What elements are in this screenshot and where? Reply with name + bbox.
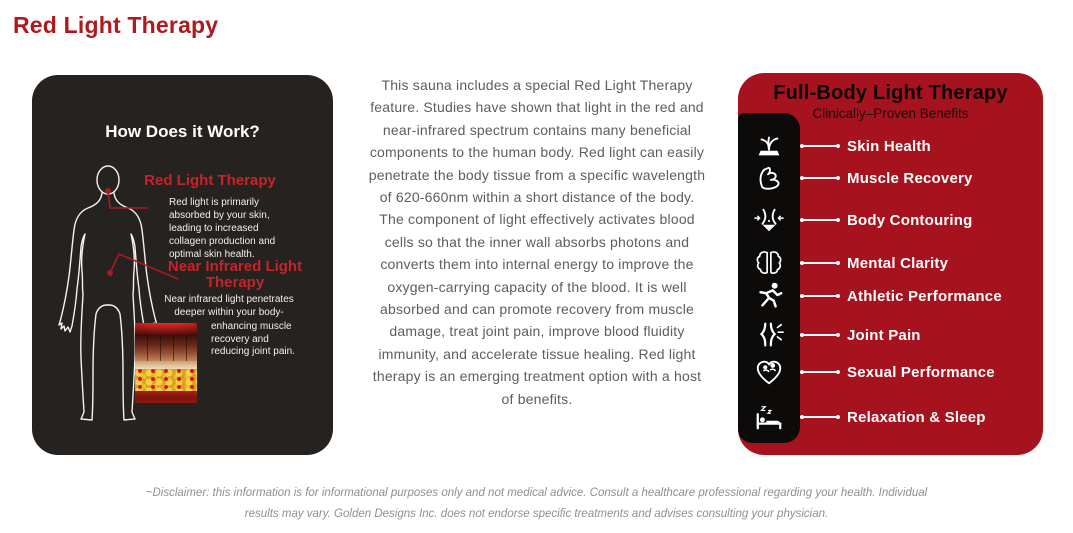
benefits-subtitle: Clinically–Proven Benefits [812, 106, 969, 121]
skin-glow-layer [135, 323, 197, 336]
product-description: This sauna includes a special Red Light Therapy feature. Studies have shown that light in the red and near-infrared spectrum contains many beneficial components to the human body. Red light can easily penetrate the body tissue from a specific wavelength of 620-660nm within a short distance of the body. The component of light effectively activates blood cells so that the inner wall absorbs photons and converts them into internal energy to improve the oxygen-carrying capacity of the blood. It is well absorbed and can promote recovery from muscle damage, treat joint pain, improve blood fluidity immunity, and accelerate tissue healing. Red light therapy is an emerging treatment option with a host of benefits. [368, 77, 706, 407]
connector-line [800, 218, 840, 222]
skin-muscle-layer [135, 391, 197, 403]
connector-line [800, 176, 840, 180]
disclaimer-line-2: results may vary. Golden Designs Inc. does not endorse specific treatments and advises consulting your physician. [244, 508, 829, 520]
benefit-row-mental-clarity [738, 247, 948, 279]
benefit-row-sexual-performance [738, 356, 995, 388]
skin-epidermis-layer [135, 361, 197, 369]
joint-pain-icon [738, 320, 800, 350]
benefit-label: Sexual Performance [847, 363, 995, 381]
skin-dermis-layer [135, 336, 197, 361]
benefits-panel [738, 73, 1043, 455]
skin-layers-illustration [135, 323, 197, 403]
skin-health-icon [738, 131, 800, 161]
connector-line [800, 144, 840, 148]
disclaimer [0, 483, 1073, 525]
red-light-therapy-heading: Red Light Therapy [144, 172, 276, 189]
benefit-label: Athletic Performance [847, 287, 1002, 305]
near-infrared-heading: Near Infrared Light Therapy [167, 258, 303, 291]
relaxation-sleep-icon [738, 402, 800, 432]
connector-line [800, 261, 840, 265]
benefit-row-skin-health [738, 130, 931, 162]
connector-line [800, 415, 840, 419]
benefit-label: Skin Health [847, 137, 931, 155]
disclaimer-line-1: ~Disclaimer: this information is for informational purposes only and not medical advice. Consult a healthcare professional regarding your health. Individual [145, 487, 928, 499]
how-it-works-heading: How Does it Work? [105, 122, 260, 141]
skin-fat-layer [135, 369, 197, 391]
connector-line [800, 294, 840, 298]
benefit-row-athletic-performance [738, 280, 1002, 312]
benefit-label: Body Contouring [847, 211, 973, 229]
sexual-performance-icon [738, 357, 800, 387]
benefits-title: Full-Body Light Therapy [773, 82, 1008, 104]
benefit-label: Relaxation & Sleep [847, 408, 986, 426]
benefit-row-body-contouring [738, 204, 972, 236]
near-infrared-description-2: enhancing muscle recovery and reducing joint pain. [211, 321, 295, 357]
red-light-therapy-description: Red light is primarily absorbed by your skin, leading to increased collagen production and optimal skin health. [169, 197, 276, 260]
benefit-label: Mental Clarity [847, 254, 949, 272]
benefit-row-relaxation-sleep [738, 401, 986, 433]
mental-clarity-icon [738, 248, 800, 278]
benefit-row-muscle-recovery [738, 162, 973, 194]
how-it-works-panel [32, 75, 333, 455]
connector-line [800, 370, 840, 374]
near-infrared-description: Near infrared light penetrates deeper within your body- [164, 294, 294, 318]
athletic-performance-icon [738, 281, 800, 311]
muscle-recovery-icon [738, 163, 800, 193]
benefit-label: Muscle Recovery [847, 169, 973, 187]
body-contouring-icon [738, 205, 800, 235]
benefit-label: Joint Pain [847, 326, 921, 344]
benefit-row-joint-pain [738, 319, 921, 351]
connector-line [800, 333, 840, 337]
page-title: Red Light Therapy [13, 12, 219, 38]
